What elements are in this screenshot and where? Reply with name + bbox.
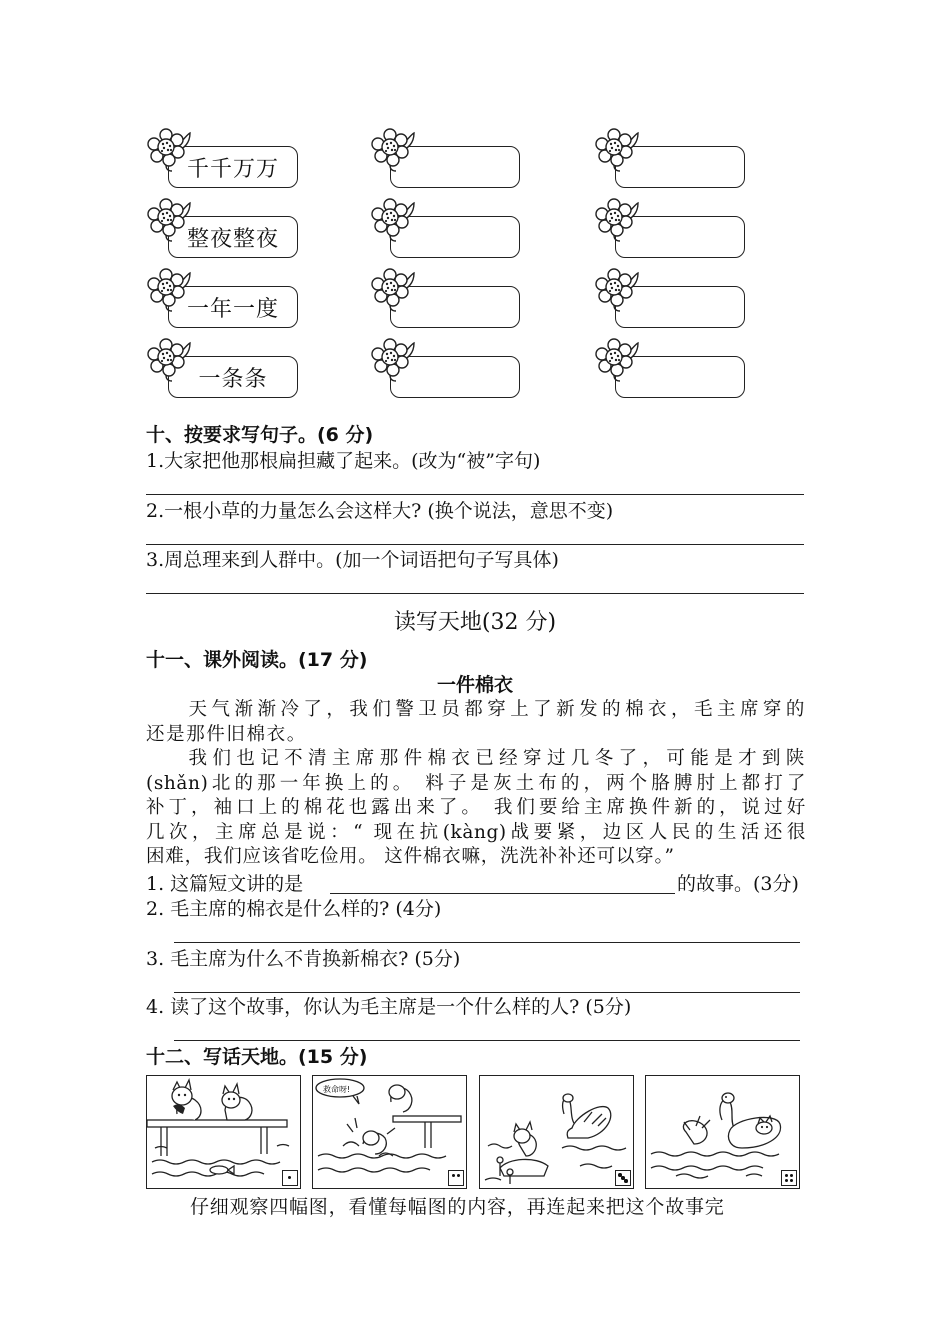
flower-icon	[594, 337, 640, 383]
story-line: 天气渐渐冷了，我们警卫员都穿上了新发的棉衣，毛主席穿的	[188, 699, 806, 720]
flower-icon	[594, 197, 640, 243]
help-speech-bubble: 救命呀!	[323, 1085, 351, 1094]
dice-three-icon	[615, 1170, 631, 1186]
cat-falls-in-water-illustration	[313, 1076, 467, 1189]
question-10-3: 3.周总理来到人群中。(加一个词语把句子写具体)	[146, 549, 559, 571]
swan-approaches-illustration	[480, 1076, 634, 1189]
answer-line[interactable]	[174, 992, 800, 993]
story-text	[146, 698, 806, 870]
cats-on-bridge-illustration	[147, 1076, 301, 1189]
comic-panel-3	[479, 1075, 634, 1189]
flower-icon	[370, 267, 416, 313]
flower-icon	[370, 337, 416, 383]
comic-panel-4	[645, 1075, 800, 1189]
question-11-4: 4. 读了这个故事，你认为毛主席是一个什么样的人? (5分)	[146, 996, 632, 1018]
fill-blank-line[interactable]	[330, 893, 675, 894]
section-12-title: 十二、写话天地。(15 分)	[146, 1046, 368, 1068]
answer-line[interactable]	[174, 942, 800, 943]
question-10-2: 2.一根小草的力量怎么会这样大? (换个说法，意思不变)	[146, 500, 614, 522]
flower-icon	[146, 197, 192, 243]
example-word: 千千万万	[186, 156, 279, 182]
section-10-title: 十、按要求写句子。(6 分)	[146, 424, 374, 446]
flower-icon	[594, 267, 640, 313]
example-word: 整夜整夜	[186, 226, 279, 252]
example-word: 一年一度	[186, 296, 279, 322]
flower-icon	[370, 197, 416, 243]
flower-icon	[146, 127, 192, 173]
answer-line[interactable]	[174, 1040, 800, 1041]
answer-line[interactable]	[146, 593, 804, 594]
comic-panel-1	[146, 1075, 301, 1189]
flower-icon	[594, 127, 640, 173]
dice-four-icon	[781, 1170, 797, 1186]
question-11-1-start: 1. 这篇短文讲的是	[146, 873, 304, 895]
answer-line[interactable]	[146, 544, 804, 545]
dice-one-icon	[282, 1170, 298, 1186]
comic-panel-2	[312, 1075, 467, 1189]
dice-two-icon	[448, 1170, 464, 1186]
story-line: (shǎn)北的那一年换上的。 料子是灰土布的，两个胳膊肘上都打了	[146, 772, 806, 794]
part-title: 读写天地(32 分)	[393, 610, 557, 635]
story-line: 困难，我们应该省吃俭用。 这件棉衣嘛，洗洗补补还可以穿。”	[146, 846, 675, 867]
swan-carries-cat-illustration	[646, 1076, 800, 1189]
story-line: 补丁，袖口上的棉花也露出来了。 我们要给主席换件新的，说过好	[146, 797, 806, 818]
question-11-3: 3. 毛主席为什么不肯换新棉衣? (5分)	[146, 948, 461, 970]
writing-instruction: 仔细观察四幅图，看懂每幅图的内容，再连起来把这个故事完	[190, 1196, 725, 1218]
flower-icon	[146, 267, 192, 313]
story-line: 我们也记不清主席那件棉衣已经穿过几冬了，可能是才到陕	[188, 748, 806, 769]
answer-line[interactable]	[146, 494, 804, 495]
flower-icon	[370, 127, 416, 173]
question-11-2: 2. 毛主席的棉衣是什么样的? (4分)	[146, 898, 442, 920]
question-11-1-end: 的故事。(3分)	[677, 873, 799, 895]
flower-icon	[146, 337, 192, 383]
example-word: 一条条	[198, 366, 268, 392]
section-11-title: 十一、课外阅读。(17 分)	[146, 649, 368, 671]
story-line: 几次，主席总是说：“ 现在抗(kàng)战要紧，边区人民的生活还很	[146, 821, 806, 843]
story-title: 一件棉衣	[436, 674, 513, 696]
story-line: 还是那件旧棉衣。	[146, 723, 307, 745]
question-10-1: 1.大家把他那根扁担藏了起来。(改为“被”字句)	[146, 450, 541, 472]
